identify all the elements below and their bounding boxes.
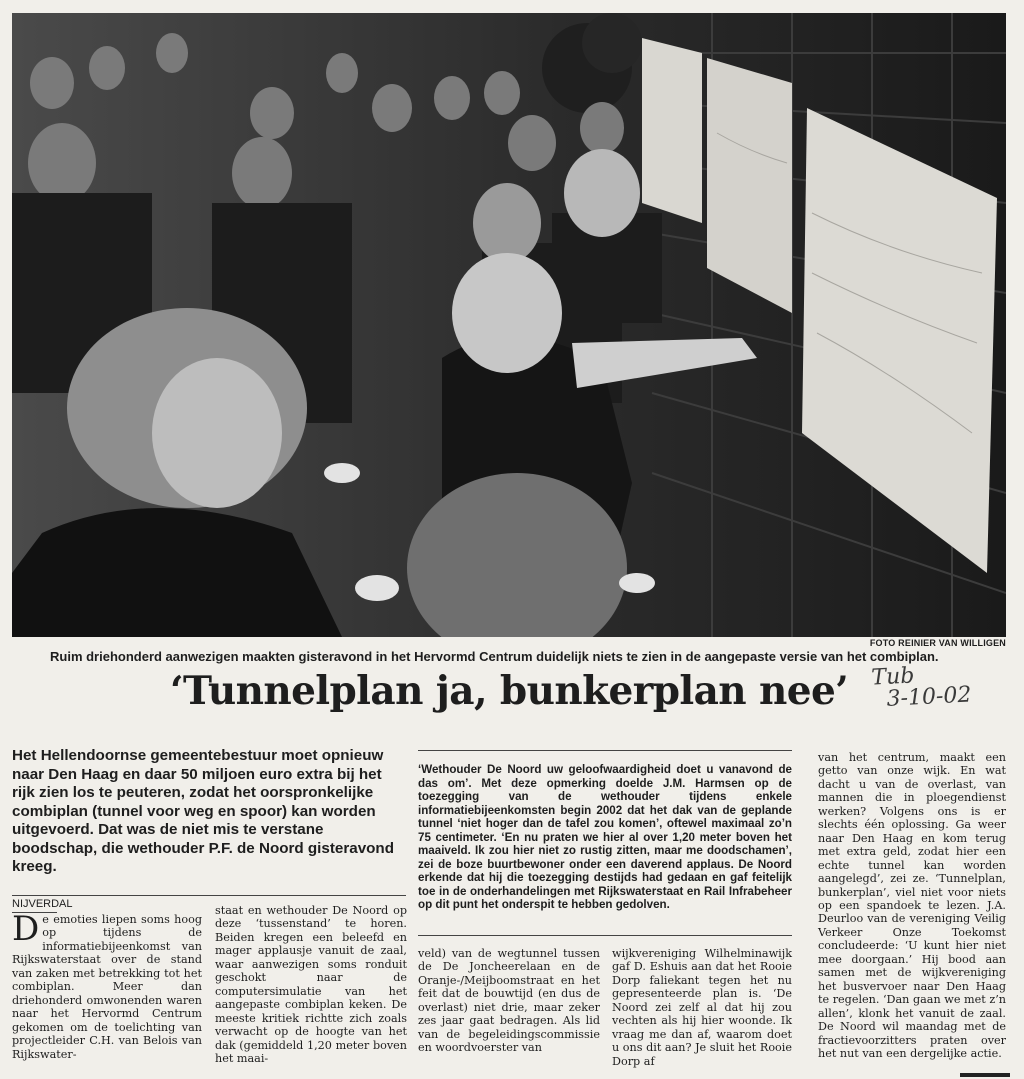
- news-photo: [12, 13, 1006, 637]
- photo-caption: Ruim driehonderd aanwezigen maakten gisteravond in het Hervormd Centrum duidelijk niets te zien in de aangepaste versie van het combiplan.: [50, 649, 939, 664]
- article-column-1: [12, 909, 202, 1061]
- divider: [12, 895, 406, 896]
- article-column-5: van het centrum, maakt een getto van onze wijk. En wat dacht u van de overlast, van mannen die in ploegendienst werken? Volgens ons is er slechts één oplossing. Ga weer naar Den Haag en kom terug met extra geld, zodat hier een echte tunnel kan worden aangelegd’, zei ze. ‘Tunnelplan, bunkerplan’, viel niet voor niets op een spandoek te lezen. J.A. Deurloo van de vereniging Veilig Verkeer Onze Toekomst concludeerde: ‘U kunt hier niet mee doorgaan.’ Hij bood aan samen met de wijkvereniging het busvervoer naar Den Haag te regelen. ‘Dan gaan we met z’n allen’, klonk het vanuit de zaal. De Noord wil maandag met de fractievoorzitters praten over het nut van een dergelijke actie.: [818, 751, 1006, 1060]
- divider: [418, 935, 792, 936]
- quote-block: ‘Wethouder De Noord uw geloofwaardigheid doet u vanavond de das om’. Met deze opmerking doelde J.M. Harmsen op de toezegging van de wethouder tijdens enkele informatiebijeenkomsten begin 2002 dat het dak van de geplande tunnel ‘niet hoger dan de tafel zou komen’, oftewel maximaal zo’n 75 centimeter. ‘En nu praten we hier al over 1,20 meter boven het maaiveld. Ik zou hier niet zo rustig zitten, maar me doodschamen’, zei de boze buurtbewoner onder een daverend applaus. De Noord erkende dat hij die toezegging destijds had gedaan en gaf feitelijk toe in de onderhandelingen met Rijkswaterstaat en Rail Infrabeheer op dit punt het onderspit te hebben gedolven.: [418, 763, 792, 911]
- article-intro: Het Hellendoornse gemeentebestuur moet opnieuw naar Den Haag en daar 50 miljoen euro extra bij het rijk zien los te peuteren, zodat het oorspronkelijke combiplan (tunnel voor weg en spoor) kan worden uitgevoerd. Dat was de niet mis te verstane boodschap, die wethouder P.F. de Noord gisteravond kreeg.: [12, 747, 394, 875]
- photo-credit: FOTO REINIER VAN WILLIGEN: [869, 638, 1006, 648]
- handwritten-note-line1: Tub: [870, 663, 915, 691]
- dateline: NIJVERDAL: [12, 898, 73, 910]
- divider: [418, 750, 792, 751]
- article-column-2: staat en wethouder De Noord op deze ‘tussenstand’ te horen. Beiden kregen een beleefd en mager applausje vanuit de zaal, waar aanwezigen soms ronduit geschokt naar de computersimulatie van het aangepaste combiplan keken. De meeste kritiek richtte zich zoals verwacht op de hoogte van het dak (gemiddeld 1,20 meter boven het maai-: [215, 904, 407, 1065]
- article-column-3: veld) van de wegtunnel tussen de De Joncheerelaan en de Oranje-/Meijboomstraat en het feit dat de bouwtijd (en dus de overlast) niet drie, maar zeker zes jaar gaat bedragen. Als lid van de begeleidingscommissie en woordvoerster van: [418, 947, 600, 1055]
- photo-illustration: [12, 13, 1006, 637]
- handwritten-note: [871, 662, 972, 711]
- article-column-4: wijkvereniging Wilhelminawijk gaf D. Eshuis aan dat het Rooie Dorp faliekant tegen het nu gepresenteerde plan is. ‘De Noord zei zelf al dat hij zou vechten als hij hier woonde. Ik vraag me dan af, waarom doet u ons dit aan? Je sluit het Rooie Dorp af: [612, 947, 792, 1068]
- dropcap: D: [12, 909, 40, 949]
- handwritten-note-line2: 3-10-02: [885, 682, 972, 712]
- article-headline: ‘Tunnelplan ja, bunkerplan nee’: [170, 668, 849, 714]
- end-mark: [960, 1073, 1010, 1077]
- column-1-text: e emoties liepen soms hoog op tijdens de informatiebijeenkomst van Rijkswaterstaat over de stand van zaken met betrekking tot het combiplan. Meer dan driehonderd omwonenden waren naar het Hervormd Centrum gekomen om de toelichting van projectleider C.H. van Belois van Rijkswater-: [12, 913, 202, 1061]
